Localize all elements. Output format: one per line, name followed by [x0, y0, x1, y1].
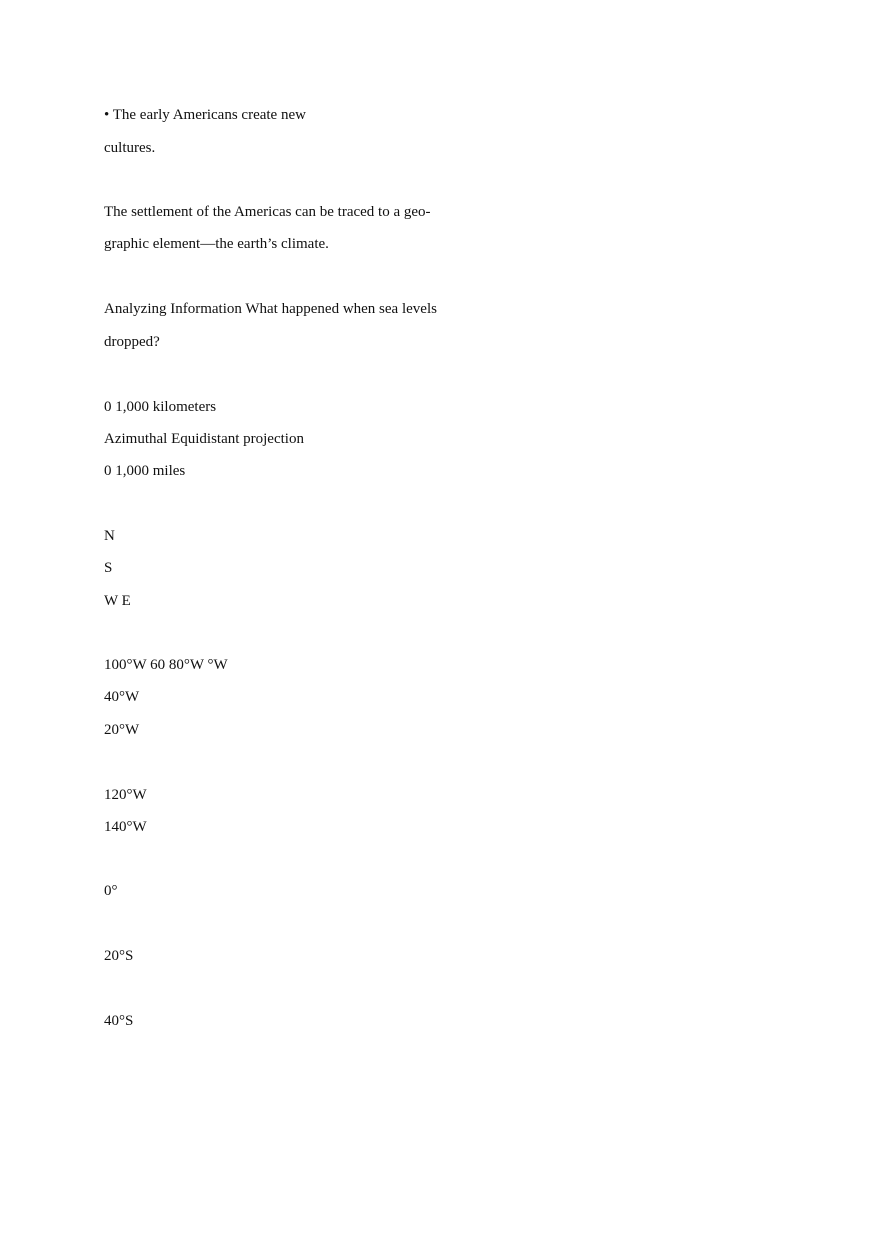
- bullet-text-line-2: cultures.: [104, 140, 156, 156]
- paragraph-line-2: graphic element—the earth’s climate.: [104, 236, 329, 252]
- map-scale-miles: 0 1,000 miles: [104, 463, 186, 479]
- map-projection-label: Azimuthal Equidistant projection: [104, 431, 304, 447]
- longitude-20w-label: 20°W: [104, 722, 140, 738]
- latitude-40s-label: 40°S: [104, 1013, 134, 1029]
- latitude-0-label: 0°: [104, 883, 118, 899]
- question-line-1: Analyzing Information What happened when sea levels: [104, 301, 437, 317]
- compass-north-label: N: [104, 528, 115, 544]
- longitude-40w-label: 40°W: [104, 689, 140, 705]
- longitude-120w-label: 120°W: [104, 787, 147, 803]
- longitude-labels-row: 100°W 60 80°W °W: [104, 657, 228, 673]
- longitude-140w-label: 140°W: [104, 819, 147, 835]
- paragraph-line-1: The settlement of the Americas can be traced to a geo-: [104, 204, 431, 220]
- compass-west-east-label: W E: [104, 593, 131, 609]
- compass-south-label: S: [104, 560, 113, 576]
- map-scale-kilometers: 0 1,000 kilometers: [104, 399, 217, 415]
- bullet-text-line-1: • The early Americans create new: [104, 107, 306, 123]
- question-line-2: dropped?: [104, 334, 160, 350]
- latitude-20s-label: 20°S: [104, 948, 134, 964]
